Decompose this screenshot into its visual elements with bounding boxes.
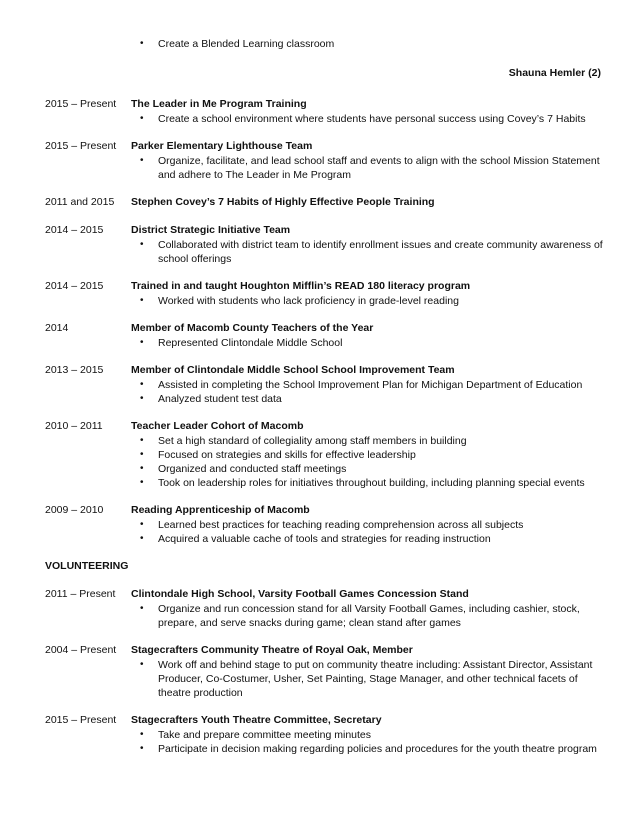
bullet-text: Represented Clintondale Middle School — [158, 337, 343, 349]
bullet-icon: • — [140, 533, 144, 544]
volunteering-heading: VOLUNTEERING — [45, 560, 129, 572]
entry-content — [131, 195, 605, 210]
bullet-icon: • — [140, 295, 144, 306]
bullet-icon: • — [140, 449, 144, 460]
entry-title: Stephen Covey’s 7 Habits of Highly Effective People Training — [131, 196, 435, 208]
bullet-item — [131, 238, 605, 266]
resume-entry — [45, 363, 605, 406]
entry-title: District Strategic Initiative Team — [131, 224, 291, 236]
bullet-item — [131, 294, 605, 308]
entry-bullets — [131, 434, 605, 490]
bullet-icon: • — [140, 393, 144, 404]
entry-date: 2014 — [45, 322, 69, 334]
entry-title: Teacher Leader Cohort of Macomb — [131, 420, 304, 432]
entry-bullets — [131, 658, 605, 700]
entry-date: 2011 and 2015 — [45, 196, 115, 208]
bullet-icon: • — [140, 659, 144, 670]
entry-content — [131, 321, 605, 350]
entry-title: Member of Clintondale Middle School School Improvement Team — [131, 364, 455, 376]
bullet-icon: • — [140, 155, 144, 166]
resume-entry — [45, 321, 605, 350]
bullet-text: Organize and run concession stand for all Varsity Football Games, including cashier, stock, prepare, and serve snacks during game; clean stand after games — [158, 603, 580, 629]
entries-list — [45, 97, 605, 769]
entry-bullets — [131, 238, 605, 266]
entry-bullets — [131, 336, 605, 350]
entry-date: 2015 – Present — [45, 714, 117, 726]
bullet-item — [131, 378, 605, 392]
entry-date: 2014 – 2015 — [45, 224, 104, 236]
bullet-text: Participate in decision making regarding policies and procedures for the youth theatre program — [158, 743, 597, 755]
bullet-icon: • — [140, 337, 144, 348]
bullet-icon: • — [140, 603, 144, 614]
top-bullet-text: Create a Blended Learning classroom — [158, 38, 335, 50]
entry-title: Trained in and taught Houghton Mifflin’s READ 180 literacy program — [131, 280, 471, 292]
bullet-item — [131, 112, 605, 126]
bullet-text: Learned best practices for teaching reading comprehension across all subjects — [158, 519, 524, 531]
bullet-text: Focused on strategies and skills for effective leadership — [158, 449, 416, 461]
entry-title: Clintondale High School, Varsity Football Games Concession Stand — [131, 588, 469, 600]
bullet-item — [131, 154, 605, 182]
entry-bullets — [131, 378, 605, 406]
resume-entry — [45, 223, 605, 266]
entry-content — [131, 139, 605, 182]
entry-title: Parker Elementary Lighthouse Team — [131, 140, 313, 152]
entry-title: Stagecrafters Community Theatre of Royal Oak, Member — [131, 644, 413, 656]
resume-entry — [45, 419, 605, 490]
entry-date: 2014 – 2015 — [45, 280, 104, 292]
bullet-item — [131, 742, 605, 756]
bullet-icon: • — [140, 38, 144, 49]
entry-date: 2009 – 2010 — [45, 504, 104, 516]
bullet-icon: • — [140, 477, 144, 488]
entry-title: Stagecrafters Youth Theatre Committee, Secretary — [131, 714, 382, 726]
entry-content — [131, 97, 605, 126]
entry-content — [131, 279, 605, 308]
entry-content — [131, 587, 605, 630]
resume-entry — [45, 279, 605, 308]
entry-bullets — [131, 294, 605, 308]
bullet-item — [131, 532, 605, 546]
bullet-item — [131, 392, 605, 406]
entry-bullets — [131, 518, 605, 546]
entry-content — [131, 643, 605, 700]
bullet-item — [131, 476, 605, 490]
resume-entry — [45, 139, 605, 182]
entry-content — [131, 503, 605, 546]
resume-entry — [45, 97, 605, 126]
resume-entry — [45, 587, 605, 630]
bullet-item — [131, 602, 605, 630]
resume-entry — [45, 643, 605, 700]
volunteering-entries — [45, 587, 605, 756]
page-header-name: Shauna Hemler (2) — [508, 67, 601, 79]
entry-date: 2013 – 2015 — [45, 364, 104, 376]
entry-date: 2010 – 2011 — [45, 420, 103, 432]
experience-entries — [45, 97, 605, 546]
bullet-item — [131, 728, 605, 742]
resume-entry — [45, 195, 605, 210]
bullet-icon: • — [140, 743, 144, 754]
bullet-text: Take and prepare committee meeting minutes — [158, 729, 372, 741]
entry-date: 2011 – Present — [45, 588, 116, 600]
bullet-item — [131, 448, 605, 462]
entry-bullets — [131, 154, 605, 182]
entry-content — [131, 419, 605, 490]
bullet-text: Collaborated with district team to identify enrollment issues and create community awareness of school offerings — [158, 239, 603, 265]
entry-bullets — [131, 112, 605, 126]
bullet-text: Work off and behind stage to put on community theatre including: Assistant Director, Assistant Producer, Co-Costumer, Usher, Set Painting, Stage Manager, and other technical facets of theatre production — [158, 659, 593, 699]
bullet-icon: • — [140, 463, 144, 474]
bullet-item — [131, 434, 605, 448]
entry-title: Member of Macomb County Teachers of the Year — [131, 322, 374, 334]
bullet-item — [131, 658, 605, 700]
top-bullet-item — [140, 37, 334, 51]
entry-bullets — [131, 728, 605, 756]
bullet-text: Assisted in completing the School Improvement Plan for Michigan Department of Education — [158, 379, 583, 391]
bullet-text: Create a school environment where students have personal success using Covey’s 7 Habits — [158, 113, 586, 125]
bullet-text: Organize, facilitate, and lead school staff and events to align with the school Mission Statement and adhere to The Leader in Me Program — [158, 155, 600, 181]
resume-entry — [45, 713, 605, 756]
entry-title: The Leader in Me Program Training — [131, 98, 307, 110]
entry-date: 2015 – Present — [45, 98, 117, 110]
bullet-icon: • — [140, 113, 144, 124]
bullet-icon: • — [140, 379, 144, 390]
bullet-text: Acquired a valuable cache of tools and strategies for reading instruction — [158, 533, 491, 545]
bullet-text: Analyzed student test data — [158, 393, 282, 405]
bullet-icon: • — [140, 729, 144, 740]
entry-bullets — [131, 602, 605, 630]
bullet-item — [131, 518, 605, 532]
bullet-text: Set a high standard of collegiality among staff members in building — [158, 435, 467, 447]
bullet-icon: • — [140, 435, 144, 446]
bullet-item — [131, 462, 605, 476]
entry-content — [131, 713, 605, 756]
bullet-item — [131, 336, 605, 350]
resume-entry — [45, 503, 605, 546]
entry-date: 2004 – Present — [45, 644, 117, 656]
entry-date: 2015 – Present — [45, 140, 117, 152]
bullet-text: Took on leadership roles for initiatives throughout building, including planning special events — [158, 477, 585, 489]
bullet-icon: • — [140, 519, 144, 530]
entry-content — [131, 223, 605, 266]
entry-title: Reading Apprenticeship of Macomb — [131, 504, 310, 516]
entry-content — [131, 363, 605, 406]
bullet-text: Worked with students who lack proficiency in grade-level reading — [158, 295, 459, 307]
bullet-text: Organized and conducted staff meetings — [158, 463, 347, 475]
bullet-icon: • — [140, 239, 144, 250]
